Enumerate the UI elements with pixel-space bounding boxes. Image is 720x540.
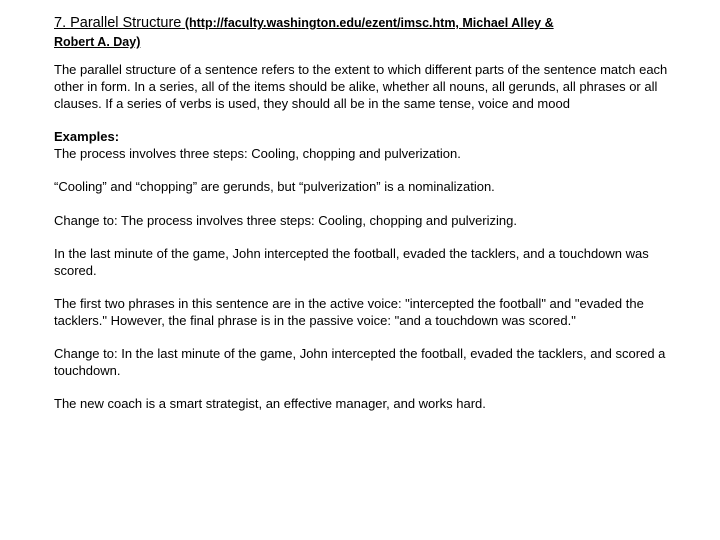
slide-title <box>54 14 684 33</box>
slide <box>54 14 684 413</box>
example-paragraph: The first two phrases in this sentence are in the active voice: "intercepted the football" and "evaded the tacklers." However, the final phrase is in the passive voice: "and a touchdown was scored." <box>54 296 644 328</box>
example-paragraph: The new coach is a smart strategist, an effective manager, and works hard. <box>54 396 486 412</box>
example-paragraph: In the last minute of the game, John intercepted the football, evaded the tacklers, and a touchdown was scored. <box>54 246 649 278</box>
example-paragraph: “Cooling” and “chopping” are gerunds, but “pulverization” is a nominalization. <box>54 179 495 195</box>
intro-paragraph: The parallel structure of a sentence refers to the extent to which different parts of the sentence match each other in form. In a series, all of the items should be alike, whether all nouns, all gerunds, all phrases or all clauses. If a series of verbs is used, they should all be in the same tense, voice and mood <box>54 62 668 111</box>
examples-heading: Examples: <box>54 129 120 145</box>
title-source: (http://faculty.washington.edu/ezent/imsc.htm, Michael Alley & <box>181 16 554 30</box>
title-source-continued: Robert A. Day) <box>54 35 141 49</box>
example-paragraph: The process involves three steps: Cooling, chopping and pulverization. <box>54 146 461 162</box>
title-main: 7. Parallel Structure <box>54 15 182 31</box>
example-paragraph: Change to: The process involves three steps: Cooling, chopping and pulverizing. <box>54 212 517 228</box>
slide-title-line-2 <box>54 33 684 52</box>
examples-block <box>54 129 684 163</box>
example-paragraph: Change to: In the last minute of the game, John intercepted the football, evaded the tacklers, and scored a touchdown. <box>54 346 666 379</box>
